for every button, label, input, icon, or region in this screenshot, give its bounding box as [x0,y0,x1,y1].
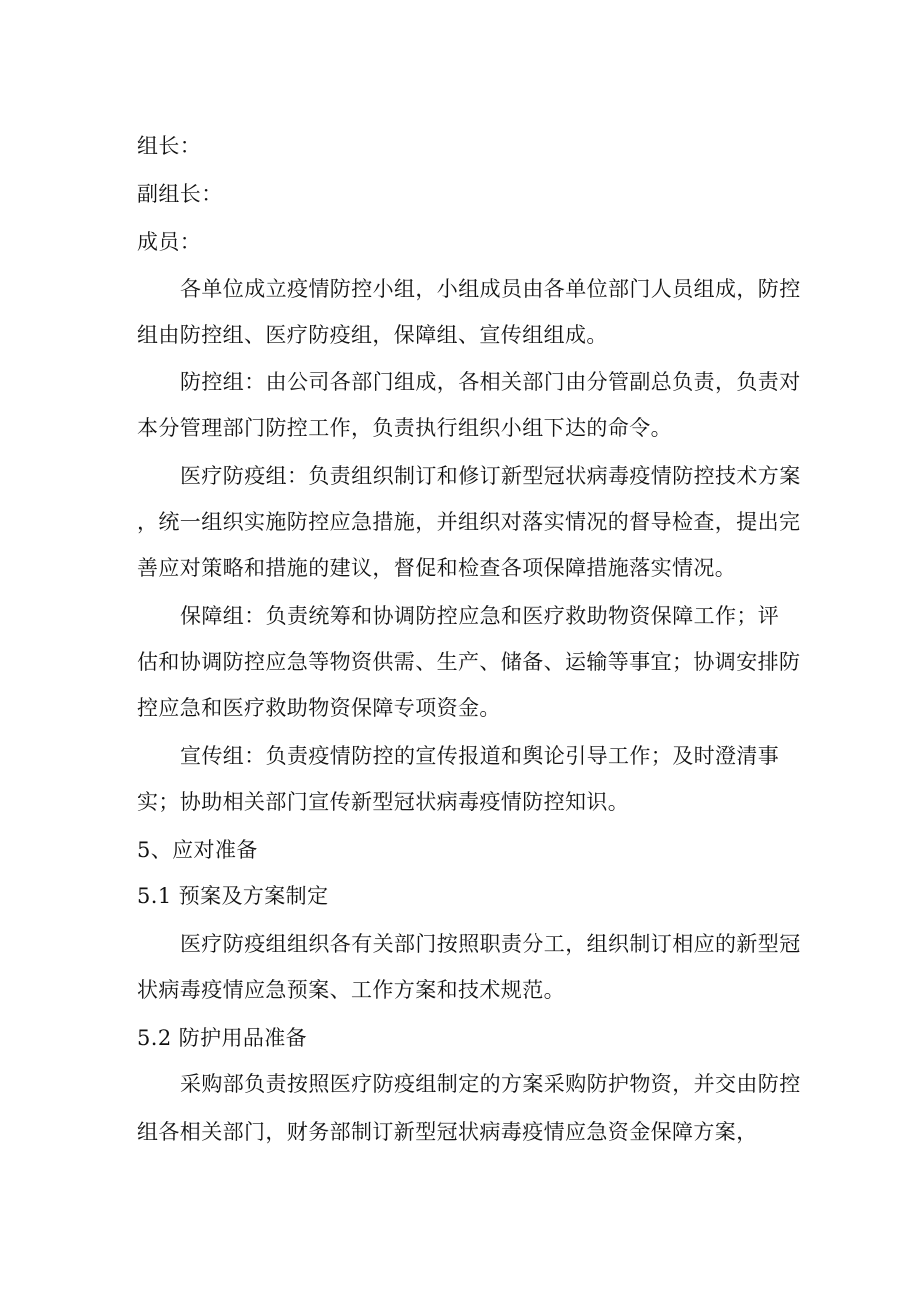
paragraph-line: 本分管理部门防控工作，负责执行组织小组下达的命令。 [137,416,672,440]
subsection-heading: 5.2 防护用品准备 [137,1026,308,1050]
paragraph-line: ，统一组织实施防控应急措施，并组织对落实情况的督导检查，提出完 [137,510,801,534]
paragraph-line: 保障组：负责统筹和协调防控应急和医疗救助物资保障工作；评 [180,604,780,628]
paragraph-line: 状病毒疫情应急预案、工作方案和技术规范。 [137,978,565,1002]
members-label: 成员： [137,230,202,254]
paragraph-line: 估和协调防控应急等物资供需、生产、储备、运输等事宜；协调安排防 [137,650,801,674]
paragraph-line: 防控组：由公司各部门组成，各相关部门由分管副总负责，负责对 [180,370,801,394]
paragraph-line: 善应对策略和措施的建议，督促和检查各项保障措施落实情况。 [137,556,737,580]
paragraph-line: 采购部负责按照医疗防疫组制定的方案采购防护物资，并交由防控 [180,1072,801,1096]
paragraph-line: 宣传组：负责疫情防控的宣传报道和舆论引导工作；及时澄清事 [180,744,780,768]
paragraph-line: 组由防控组、医疗防疫组，保障组、宣传组组成。 [137,323,608,347]
paragraph-line: 控应急和医疗救助物资保障专项资金。 [137,696,501,720]
paragraph-line: 医疗防疫组：负责组织制订和修订新型冠状病毒疫情防控技术方案 [180,464,801,488]
section-heading: 5、应对准备 [137,838,258,862]
leader-label: 组长： [137,134,202,158]
deputy-leader-label: 副组长： [137,182,223,206]
paragraph-line: 各单位成立疫情防控小组，小组成员由各单位部门人员组成，防控 [180,277,801,301]
paragraph-line: 医疗防疫组组织各有关部门按照职责分工，组织制订相应的新型冠 [180,932,801,956]
subsection-heading: 5.1 预案及方案制定 [137,884,329,908]
paragraph-line: 实；协助相关部门宣传新型冠状病毒疫情防控知识。 [137,790,630,814]
paragraph-line: 组各相关部门，财务部制订新型冠状病毒疫情应急资金保障方案， [137,1120,758,1144]
